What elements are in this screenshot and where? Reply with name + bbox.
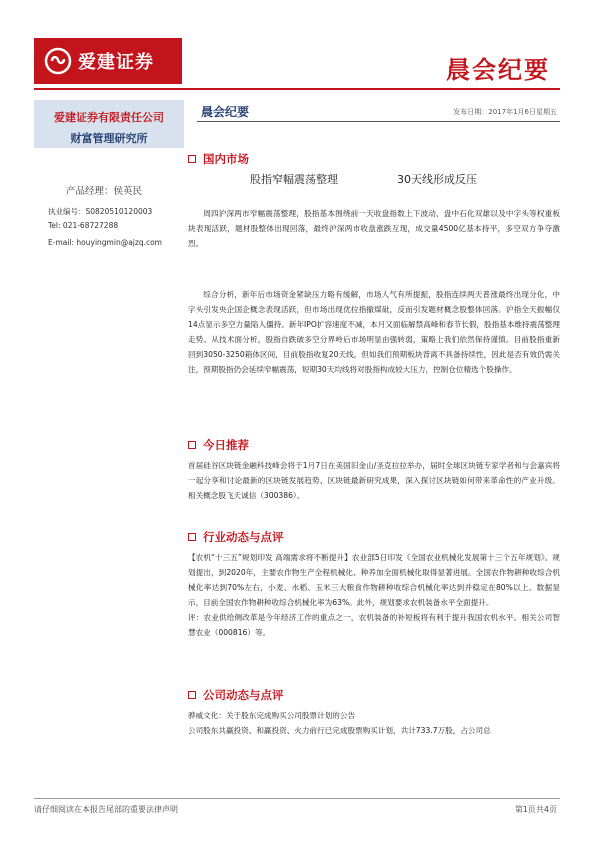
- publish-date: 发布日期：2017年1月6日星期五: [453, 108, 557, 116]
- contact-email: E-mail: houyingmin@ajzq.com: [48, 238, 162, 247]
- analyst-name: 产品经理：侯英民: [66, 186, 143, 197]
- paragraph-text: 周四沪深两市窄幅震荡整理，股指基本围绕前一天收盘指数上下波动，盘中石化双雄以及中字头等权重板块表现活跃，题材股整体出现回落，最终沪深两市收盘涨跌互现，成交量4500亿基本持平，多空双方争夺激烈。: [188, 209, 560, 248]
- institute-name: 财富管理研究所: [70, 132, 148, 145]
- paragraph-text: 首届硅谷区块链金融科技峰会将于1月7日在美国旧金山/圣克拉拉举办，届时全球区块链专家学者和与会嘉宾将一起分享和讨论最新的区块链发展趋势、区块链最新研究成果，深入探讨区块链如何带来革命性的产业升级。相关概念股飞天诚信（300386）。: [188, 461, 560, 500]
- subtitle-right: 30天线形成反压: [397, 173, 477, 186]
- recommendation-paragraph: [188, 458, 560, 503]
- section-heading-today: [188, 437, 249, 453]
- market-summary-paragraph: [188, 206, 560, 251]
- license-number: 执业编号：S0820510120003: [48, 207, 153, 216]
- legal-disclaimer: 请仔细阅读在本报告尾部的重要法律声明: [34, 805, 178, 814]
- checkbox-bullet-icon: [188, 533, 196, 541]
- paragraph-text: 【农机“十三五”规划印发 高端需求将不断提升】农业部5日印发《全国农业机械化发展第十三个五年规划》。规划提出，到2020年，主要农作物生产全程机械化、种养加全面机械化取得显著进展。全国农作物耕种收综合机械化率达到70%左右，小麦、水稻、玉米三大粮食作物耕种收综合机械化率达到并稳定在80%以上。数据显示，目前全国农作物耕种收综合机械化率为63%。此外，规划要求农机装备水平全面提升。: [188, 553, 560, 607]
- section-divider: [197, 121, 560, 122]
- subtitle-left: 股指窄幅震荡整理: [250, 173, 338, 186]
- brand-logo: [34, 38, 182, 84]
- paragraph-text: 公司股东共赢投资、和赢投资、火力前行已完成股票购买计划，共计733.7万股，占公司总: [188, 726, 491, 735]
- company-name: 爱建证券有限责任公司: [54, 111, 164, 124]
- section-heading-label: 公司动态与点评: [203, 688, 284, 702]
- section-heading-label: 国内市场: [203, 152, 249, 166]
- checkbox-bullet-icon: [188, 441, 196, 449]
- checkbox-bullet-icon: [188, 155, 196, 163]
- brand-name: 爱建证券: [78, 52, 154, 73]
- section-heading-label: 行业动态与点评: [203, 530, 284, 544]
- industry-news-paragraph: [188, 550, 560, 640]
- company-box: [34, 100, 184, 148]
- market-analysis-paragraph: [188, 287, 560, 377]
- contact-tel: Tel: 021-68727288: [48, 221, 119, 230]
- section-heading-company: [188, 687, 284, 703]
- section-heading-industry: [188, 529, 284, 545]
- company-news-paragraph: [188, 708, 560, 738]
- paragraph-text: 骅威文化：关于股东完成购买公司股票计划的公告: [188, 711, 356, 720]
- paragraph-text: 综合分析，新年后市场资金紧缺压力略有缓解，市场人气有所提振，股指连续两天普涨最终出现分化，中字头引发央企国企概念表现活跃，但市场出现优拉指撤煤砒，反而引发题材概念股整体回落。沪指全天振幅仅14点显示多空力量陷入僵持。新年IPO扩容速度不减，本月又面临解禁高峰和春节长假，股指基本维持震荡整理走势。从技术面分析，股指自跌破多空分界岭后市场明显由强转弱，策略上我们依然保持谨慎。目前股指重新回到3050-3250箱体区间，目前股指收复20天线，但如我们预期板块背离不具备持续性，因此是否有效仍需关注，预期股指仍会延续窄幅震荡，短期30天均线将对股指构成较大压力，控制仓位精选个股操作。: [188, 290, 560, 374]
- report-type-title: 晨会纪要: [446, 56, 550, 84]
- brand-logo-icon: [44, 47, 72, 75]
- page-number: 第1页共4页: [514, 805, 557, 814]
- header-divider: [34, 88, 560, 90]
- footer-divider: [34, 798, 560, 799]
- paragraph-text: 评：农业供给侧改革是今年经济工作的重点之一，农机装备的补短板将有利于提升我国农机水平。相关公司智慧农业（000816）等。: [188, 613, 560, 637]
- section-heading-domestic: [188, 151, 249, 167]
- section-heading-label: 今日推荐: [203, 438, 249, 452]
- checkbox-bullet-icon: [188, 691, 196, 699]
- section-title: 晨会纪要: [201, 105, 250, 119]
